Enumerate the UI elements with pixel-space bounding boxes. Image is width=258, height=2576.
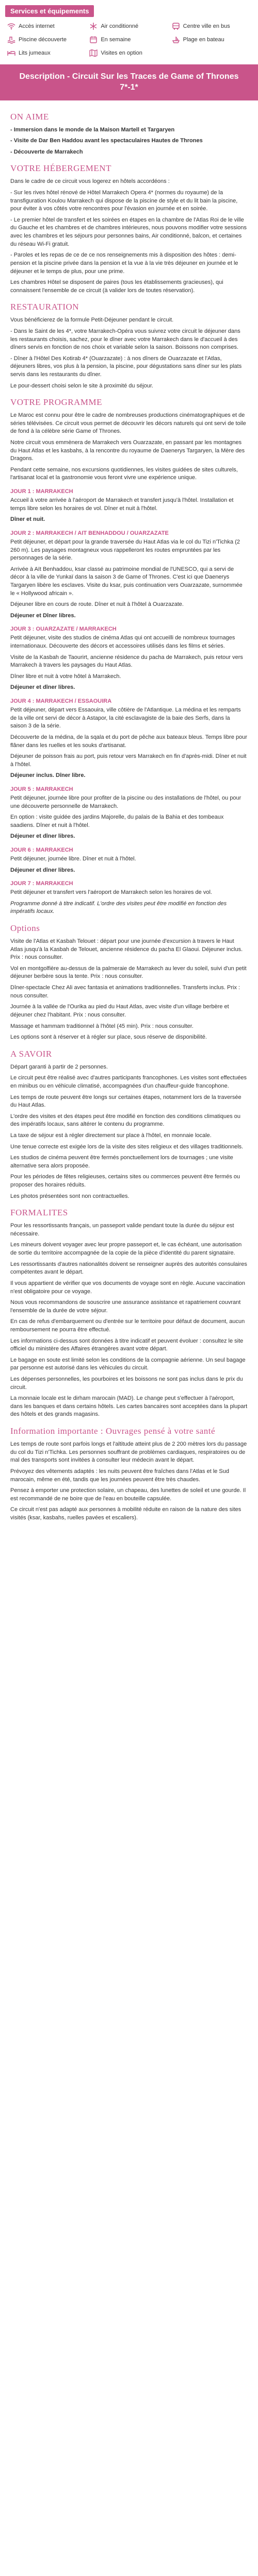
paragraph: En option : visite guidée des jardins Majorelle, du palais de la Bahia et des tombeaux saadiens. Dîner et nuit à l'hôtel. xyxy=(10,814,224,828)
day-block xyxy=(10,786,248,841)
paragraph: Les studios de cinéma peuvent être fermés ponctuellement lors de tournages ; une visite alternative sera alors proposée. xyxy=(10,1155,233,1169)
paragraph: Vous bénéficierez de la formule Petit-Déjeuner pendant le circuit. xyxy=(10,317,174,324)
description-banner xyxy=(0,64,258,100)
bed-icon xyxy=(7,49,15,57)
paragraph: Les photos présentées sont non contractuelles. xyxy=(10,1193,130,1199)
calendar-icon xyxy=(89,36,98,44)
paragraph: La monnaie locale est le dirham marocain (MAD). Le change peut s'effectuer à l'aéroport, dans les banques et dans certains hôtels. Les cartes bancaires sont acceptées dans la plupart des hôtels et des grands magasins. xyxy=(10,1395,248,1418)
service-label: Piscine découverte xyxy=(19,37,67,43)
service-label: Air conditionné xyxy=(101,23,139,29)
paragraph: Visite de l'Atlas et Kasbah Telouet : départ pour une journée d'excursion à travers le Haut Atlas jusqu'à la Kasbah de Telouet, ancienne résidence du pacha El Glaoui. Déjeuner inclus. Prix : nous consulter. xyxy=(10,938,243,961)
day-title: JOUR 2 : MARRAKECH / AIT BENHADDOU / OUARZAZATE xyxy=(10,530,169,536)
paragraph: Vol en montgolfière au-dessus de la palmeraie de Marrakech au lever du soleil, suivi d'un petit déjeuner berbère sous la tente. Prix : nous consulter. xyxy=(10,965,247,980)
meals-note: Déjeuner et Dîner libres. xyxy=(10,612,76,619)
paragraph: Le bagage en soute est limité selon les conditions de la compagnie aérienne. Un seul bagage par personne est autorisé dans les véhicules du circuit. xyxy=(10,1357,246,1371)
paragraph: Les dépenses personnelles, les pourboires et les boissons ne sont pas inclus dans le prix du circuit. xyxy=(10,1376,243,1391)
day-title: JOUR 7 : MARRAKECH xyxy=(10,880,73,887)
programme-note: Programme donné à titre indicatif. L'ordre des visites peut être modifié en fonction des impératifs locaux. xyxy=(10,900,227,915)
paragraph: Dans le cadre de ce circuit vous logerez en hôtels accordéons : xyxy=(10,178,170,185)
meals-note: Dîner et nuit. xyxy=(10,516,45,523)
description-content xyxy=(0,100,258,1536)
section-heading-programme: VOTRE PROGRAMME xyxy=(10,397,102,408)
pool-icon xyxy=(7,36,15,44)
service-label: Lits jumeaux xyxy=(19,50,51,56)
day-title: JOUR 5 : MARRAKECH xyxy=(10,786,73,792)
paragraph: - Dans le Saint de les 4*, votre Marrakech-Opéra vous suivrez votre circuit le déjeuner dans les restaurants choisis, sachez, pour le dîner avec votre Marrakech dans le d'accueil à des dîners servis en fonction de nos choix et variable selon la saison. Boissons non comprises. xyxy=(10,328,240,351)
paragraph: Nous vous recommandons de souscrire une assurance assistance et rapatriement couvrant l'ensemble de la durée de votre séjour. xyxy=(10,1299,241,1314)
paragraph: Petit déjeuner, journée libre. Dîner et nuit à l'hôtel. xyxy=(10,855,136,862)
paragraph: Ce circuit n'est pas adapté aux personnes à mobilité réduite en raison de la nature des sites visités (ksar, kasbahs, ruelles pavées et escaliers). xyxy=(10,1506,241,1521)
service-label: Visites en option xyxy=(101,50,142,56)
paragraph: Visite de la Kasbah de Taourirt, ancienne résidence du pacha de Marrakech, puis retour vers Marrakech à travers les paysages du Haut Atlas. xyxy=(10,654,243,669)
paragraph: Le Maroc est connu pour être le cadre de nombreuses productions cinématographiques et de séries télévisées. Ce circuit vous permet de découvrir les décors naturels qui ont servi de toile de fond à la célèbre série Game of Thrones. xyxy=(10,412,246,435)
paragraph: Déjeuner libre en cours de route. Dîner et nuit à l'hôtel à Ouarzazate. xyxy=(10,601,184,608)
paragraph: En cas de refus d'embarquement ou d'entrée sur le territoire pour défaut de document, aucun remboursement ne pourra être effectué. xyxy=(10,1318,245,1333)
paragraph: Le pour-dessert choisi selon le site à proximité du séjour. xyxy=(10,382,153,389)
service-item xyxy=(89,49,168,57)
services-panel xyxy=(0,0,258,62)
section-heading-options: Options xyxy=(10,923,40,934)
paragraph: L'ordre des visites et des étapes peut être modifié en fonction des conditions climatiques ou des impératifs locaux, sans altérer le contenu du programme. xyxy=(10,1113,241,1128)
section-heading-formalites: FORMALITES xyxy=(10,1208,68,1218)
paragraph: Les temps de route sont parfois longs et l'altitude atteint plus de 2 200 mètres lors du passage du col du Tizi n'Tichka. Les personnes souffrant de problèmes cardiaques, respiratoires ou de mal des transports sont invitées à consulter leur médecin avant le départ. xyxy=(10,1441,247,1464)
service-label: Centre ville en bus xyxy=(183,23,230,29)
day-block xyxy=(10,880,248,897)
meals-note: Déjeuner et dîner libres. xyxy=(10,867,75,873)
paragraph: Départ garanti à partir de 2 personnes. xyxy=(10,1063,108,1070)
paragraph: - Paroles et les repas de ce de ce nos renseignements mis à disposition des hôtes : demi-pension et la piscine privée dans la pension et la vue à la vie très déjeuner en journée et le déjeuner et le temps de plus, pour une prime. xyxy=(10,252,238,275)
day-block xyxy=(10,698,248,780)
service-item xyxy=(172,36,251,44)
day-block xyxy=(10,626,248,692)
paragraph: Une tenue correcte est exigée lors de la visite des sites religieux et des villages traditionnels. xyxy=(10,1143,244,1150)
meals-note: Déjeuner et dîner libres. xyxy=(10,833,75,840)
day-block xyxy=(10,530,248,620)
service-item xyxy=(7,36,86,44)
day-title: JOUR 1 : MARRAKECH xyxy=(10,488,73,495)
map-icon xyxy=(89,49,98,57)
paragraph: Déjeuner de poisson frais au port, puis retour vers Marrakech en fin d'après-midi. Dîner et nuit à l'hôtel. xyxy=(10,753,247,768)
highlight-item: - Visite de Dar Ben Haddou avant les spectaculaires Hautes de Thrones xyxy=(10,138,203,144)
highlight-item: - Immersion dans le monde de la Maison Martell et Targaryen xyxy=(10,126,175,133)
day-block xyxy=(10,488,248,524)
paragraph: Journée à la vallée de l'Ourika au pied du Haut Atlas, avec visite d'un village berbère et déjeuner chez l'habitant. Prix : nous consulter. xyxy=(10,1004,229,1018)
service-label: Accès internet xyxy=(19,23,55,29)
section-heading-on-aime: ON AIME xyxy=(10,111,49,122)
service-item xyxy=(172,22,251,30)
snowflake-icon xyxy=(89,22,98,30)
paragraph: Il vous appartient de vérifier que vos documents de voyage sont en règle. Aucune vaccination n'est obligatoire pour ce voyage. xyxy=(10,1280,245,1295)
paragraph: Massage et hammam traditionnel à l'hôtel (45 min). Prix : nous consulter. xyxy=(10,1023,194,1029)
paragraph: Les options sont à réserver et à régler sur place, sous réserve de disponibilité. xyxy=(10,1034,207,1041)
paragraph: Petit déjeuner et transfert vers l'aéroport de Marrakech selon les horaires de vol. xyxy=(10,889,212,896)
paragraph: Dîner-spectacle Chez Ali avec fantasia et animations traditionnelles. Transferts inclus. Prix : nous consulter. xyxy=(10,985,240,999)
service-item xyxy=(89,36,168,44)
service-item xyxy=(7,49,86,57)
banner-title: Description - Circuit Sur les Traces de Game of Thrones 7*-1* xyxy=(19,72,239,92)
section-heading-info-importante: Information importante : Ouvrages pensé à votre santé xyxy=(10,1426,216,1436)
paragraph: Notre circuit vous emmènera de Marrakech vers Ouarzazate, en passant par les montagnes du Haut Atlas et les kasbahs, à la rencontre du royaume de Daenerys Targaryen, la Mère des Dragons. xyxy=(10,439,245,462)
paragraph: - Dîner à l'Hôtel Des Kotirab 4* (Ouarzazate) : à nos dîners de Ouarzazate et l'Atlas, déjeuners libres, vos plus à la pension, la piscine, pour dégustations sans dîner sur les plats servis dans les restaurants du dîner. xyxy=(10,355,242,378)
paragraph: Accueil à votre arrivée à l'aéroport de Marrakech et transfert jusqu'à l'hôtel. Installation et temps libre selon les horaires de vol. Dîner et nuit à l'hôtel. xyxy=(10,497,234,512)
boat-icon xyxy=(172,36,180,44)
paragraph: Pensez à emporter une protection solaire, un chapeau, des lunettes de soleil et une gourde. Il est recommandé de ne boire que de l'eau en bouteille capsulée. xyxy=(10,1487,246,1502)
paragraph: - Sur les rives hôtel rénové de Hôtel Marrakech Opera 4* (normes du royaume) de la transfiguration Koulou Marrakech qui dispose de la piscine de style et du lit bain la piscine, pour éviter à vos côtés votre rencontres pour l'évasion en journée et en soirée. xyxy=(10,190,238,212)
day-title: JOUR 4 : MARRAKECH / ESSAOUIRA xyxy=(10,698,112,705)
meals-note: Déjeuner inclus. Dîner libre. xyxy=(10,772,86,779)
highlight-item: - Découverte de Marrakech xyxy=(10,148,83,155)
service-label: En semaine xyxy=(101,37,131,43)
services-title: Services et équipements xyxy=(5,5,94,17)
paragraph: Pendant cette semaine, nos excursions quotidiennes, les visites guidées de sites culturels, l'artisanat local et la gastronomie vous feront vivre une expérience unique. xyxy=(10,466,238,481)
section-heading-hebergement: VOTRE HÉBERGEMENT xyxy=(10,163,111,174)
service-label: Plage en bateau xyxy=(183,37,224,43)
paragraph: Petit déjeuner, journée libre pour profiter de la piscine ou des installations de l'hôtel, ou pour une découverte personnelle de Marrakech. xyxy=(10,794,241,809)
paragraph: Les mineurs doivent voyager avec leur propre passeport et, le cas échéant, une autorisation de sortie du territoire accompagnée de la copie de la pièce d'identité du parent signataire. xyxy=(10,1242,242,1257)
paragraph: Dîner libre et nuit à votre hôtel à Marrakech. xyxy=(10,673,121,680)
paragraph: Petit déjeuner, et départ pour la grande traversée du Haut Atlas via le col du Tizi n'Tichka (2 260 m). Les paysages montagneux vous rappelleront les routes empruntées par les personnages de la série. xyxy=(10,538,240,562)
section-heading-a-savoir: A SAVOIR xyxy=(10,1048,52,1059)
paragraph: Les temps de route peuvent être longs sur certaines étapes, notamment lors de la traversée du Haut Atlas. xyxy=(10,1094,241,1109)
service-item xyxy=(89,22,168,30)
day-title: JOUR 3 : OUARZAZATE / MARRAKECH xyxy=(10,626,117,633)
paragraph: Arrivée à Aït Benhaddou, ksar classé au patrimoine mondial de l'UNESCO, qui a servi de décor à la ville de Yunkaï dans la saison 3 de Game of Thrones. C'est ici que Daenerys Targaryen libère les esclaves. Visite du ksar, puis continuation vers Ouarzazate, surnommée le « Hollywood africain ». xyxy=(10,566,243,597)
paragraph: Le circuit peut être réalisé avec d'autres participants francophones. Les visites sont effectuées en minibus ou en véhicule climatisé, accompagnées d'un chauffeur-guide francophone. xyxy=(10,1075,247,1089)
day-block xyxy=(10,847,248,874)
section-heading-restauration: RESTAURATION xyxy=(10,302,79,312)
paragraph: Petit déjeuner, visite des studios de cinéma Atlas qui ont accueilli de nombreux tournages internationaux. Découverte des décors et accessoires utilisés dans les films et séries. xyxy=(10,635,235,650)
paragraph: Pour les ressortissants français, un passeport valide pendant toute la durée du séjour est nécessaire. xyxy=(10,1223,234,1237)
paragraph: Les ressortissants d'autres nationalités doivent se renseigner auprès des autorités consulaires compétentes avant le départ. xyxy=(10,1261,247,1276)
paragraph: - Le premier hôtel de transfert et les soirées en étapes en la chambre de l'Atlas Roi de le ville du Gauche et les chambres et de chambres intérieures, nous pouvons modifier votre sessions avec les chambres et les séjours pour personnes bains, Air conditionné, balcon, et certaines du réseau Wi-Fi gratuit. xyxy=(10,216,247,247)
bus-icon xyxy=(172,22,180,30)
paragraph: Découverte de la médina, de la sqala et du port de pêche aux bateaux bleus. Temps libre pour flâner dans les ruelles et les souks d'artisanat. xyxy=(10,734,248,749)
paragraph: Pour les périodes de fêtes religieuses, certains sites ou commerces peuvent être fermés ou proposer des horaires réduits. xyxy=(10,1174,240,1189)
meals-note: Déjeuner et dîner libres. xyxy=(10,684,75,691)
service-item xyxy=(7,22,86,30)
day-title: JOUR 6 : MARRAKECH xyxy=(10,846,73,853)
paragraph: Prévoyez des vêtements adaptés : les nuits peuvent être fraîches dans l'Atlas et le Sud marocain, même en été, tandis que les journées peuvent être très chaudes. xyxy=(10,1468,230,1483)
services-grid xyxy=(4,22,254,57)
paragraph: Les chambres Hôtel se disposent de paires (tous les établissements gracieuses), qui connaissent l'ensemble de ce circuit (à valider lors de toutes réservation). xyxy=(10,279,223,294)
paragraph: Les informations ci-dessus sont données à titre indicatif et peuvent évoluer : consultez le site officiel du ministère des Affaires étrangères avant votre départ. xyxy=(10,1337,244,1352)
wifi-icon xyxy=(7,22,15,30)
paragraph: La taxe de séjour est à régler directement sur place à l'hôtel, en monnaie locale. xyxy=(10,1132,212,1139)
paragraph: Petit déjeuner, départ vers Essaouira, ville côtière de l'Atlantique. La médina et les remparts de la ville ont servi de décor à Astapor, la cité esclavagiste de la baie des Serfs, dans la saison 3 de la série. xyxy=(10,707,241,730)
